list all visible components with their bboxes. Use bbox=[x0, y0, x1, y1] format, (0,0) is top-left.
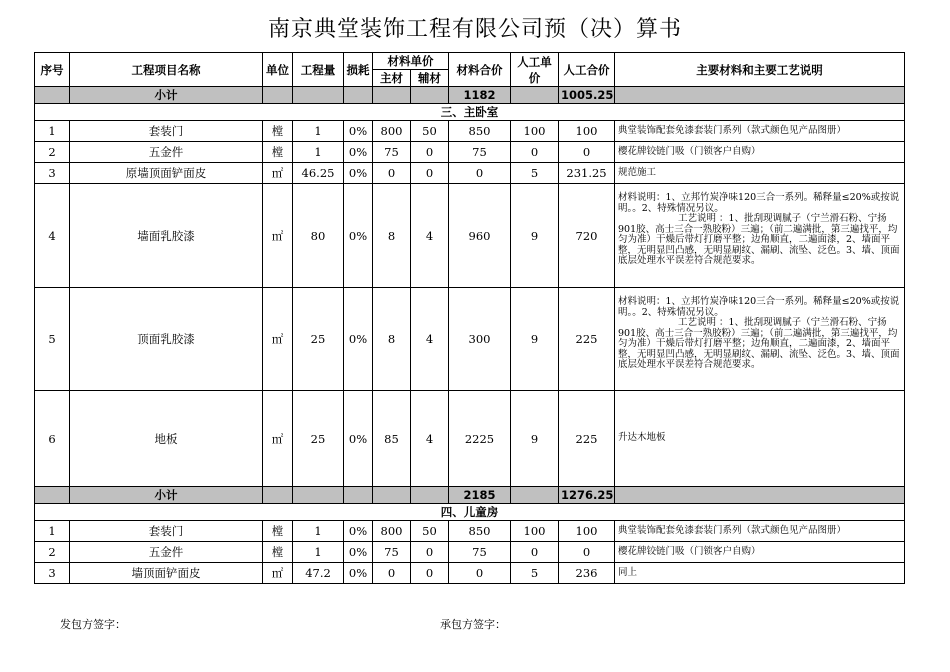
cell-qty: 1 bbox=[293, 142, 344, 163]
cell-desc: 典堂装饰配套免漆套装门系列（款式颜色见产品图册） bbox=[615, 521, 905, 542]
table-row bbox=[35, 163, 905, 184]
cell-desc: 樱花牌铰链门吸（门锁客户自购） bbox=[615, 542, 905, 563]
cell-main: 8 bbox=[373, 288, 411, 391]
cell-aux: 50 bbox=[411, 521, 449, 542]
budget-table bbox=[34, 52, 905, 584]
cell-aux: 4 bbox=[411, 184, 449, 288]
cell-aux: 0 bbox=[411, 163, 449, 184]
cell-name: 原墙顶面铲面皮 bbox=[70, 163, 263, 184]
header-main-mat: 主材 bbox=[373, 70, 411, 87]
cell-qty: 1 bbox=[293, 521, 344, 542]
table-row bbox=[35, 184, 905, 288]
cell-qty: 25 bbox=[293, 288, 344, 391]
cell-loss: 0% bbox=[344, 142, 373, 163]
cell-unit: ㎡ bbox=[263, 563, 293, 584]
subtotal-row bbox=[35, 87, 905, 104]
table-row bbox=[35, 563, 905, 584]
cell-name: 顶面乳胶漆 bbox=[70, 288, 263, 391]
cell-name: 墙顶面铲面皮 bbox=[70, 563, 263, 584]
cell-aux: 4 bbox=[411, 288, 449, 391]
subtotal-label: 小计 bbox=[70, 87, 263, 104]
cell-loss: 0% bbox=[344, 563, 373, 584]
cell-name: 五金件 bbox=[70, 142, 263, 163]
table-row bbox=[35, 391, 905, 487]
cell-aux: 4 bbox=[411, 391, 449, 487]
header-unit: 单位 bbox=[263, 53, 293, 87]
contractor-signature-label: 承包方签字： bbox=[440, 618, 506, 631]
subtotal-mat-total: 1182 bbox=[449, 87, 511, 104]
cell-mat-total: 960 bbox=[449, 184, 511, 288]
cell-labor-total: 100 bbox=[559, 521, 615, 542]
cell-loss: 0% bbox=[344, 163, 373, 184]
cell-unit: 樘 bbox=[263, 121, 293, 142]
cell-mat-total: 0 bbox=[449, 563, 511, 584]
cell-desc: 同上 bbox=[615, 563, 905, 584]
document-title: 南京典堂装饰工程有限公司预（决）算书 bbox=[267, 17, 682, 42]
table-row bbox=[35, 142, 905, 163]
cell-main: 800 bbox=[373, 121, 411, 142]
cell-unit: ㎡ bbox=[263, 288, 293, 391]
cell-desc: 升达木地板 bbox=[615, 391, 905, 487]
cell-desc bbox=[615, 288, 905, 391]
cell-labor-total: 0 bbox=[559, 142, 615, 163]
subtotal-labor-total: 1005.25 bbox=[559, 87, 615, 104]
cell-unit: 樘 bbox=[263, 142, 293, 163]
table-row bbox=[35, 288, 905, 391]
cell-seq: 1 bbox=[35, 521, 70, 542]
cell-main: 0 bbox=[373, 163, 411, 184]
cell-desc: 樱花牌铰链门吸（门锁客户自购） bbox=[615, 142, 905, 163]
header-labor-total: 人工合价 bbox=[559, 53, 615, 87]
cell-aux: 0 bbox=[411, 142, 449, 163]
table-row bbox=[35, 521, 905, 542]
cell-name: 地板 bbox=[70, 391, 263, 487]
cell-aux: 50 bbox=[411, 121, 449, 142]
cell-labor-price: 100 bbox=[511, 121, 559, 142]
cell-mat-total: 300 bbox=[449, 288, 511, 391]
cell-main: 0 bbox=[373, 563, 411, 584]
cell-labor-price: 5 bbox=[511, 563, 559, 584]
cell-labor-price: 100 bbox=[511, 521, 559, 542]
cell-aux: 0 bbox=[411, 563, 449, 584]
cell-seq: 3 bbox=[35, 563, 70, 584]
cell-qty: 1 bbox=[293, 542, 344, 563]
cell-labor-price: 0 bbox=[511, 542, 559, 563]
cell-loss: 0% bbox=[344, 542, 373, 563]
cell-seq: 3 bbox=[35, 163, 70, 184]
cell-labor-total: 231.25 bbox=[559, 163, 615, 184]
process-note: 工艺说明 ：1、批刮现调腻子（宁兰滑石粉、宁扬901胶、高士三合一熟胶粉）三遍；（前二遍满批，第三遍找平，均匀为准）干燥后带灯打磨平整；边角顺直，二遍面漆，2、墙面平整，无明显凹凸感，无明显刷纹、漏刷、流坠、泛色。3、墙、顶面底层处理水平误差符合规范要求。 bbox=[618, 317, 900, 370]
section-title: 四、儿童房 bbox=[35, 504, 905, 521]
cell-loss: 0% bbox=[344, 391, 373, 487]
cell-qty: 46.25 bbox=[293, 163, 344, 184]
cell-qty: 1 bbox=[293, 121, 344, 142]
cell-mat-total: 75 bbox=[449, 542, 511, 563]
header-seq: 序号 bbox=[35, 53, 70, 87]
subtotal-label: 小计 bbox=[70, 487, 263, 504]
section-row bbox=[35, 504, 905, 521]
cell-mat-total: 850 bbox=[449, 121, 511, 142]
cell-unit: ㎡ bbox=[263, 184, 293, 288]
material-note: 材料说明：1、立邦竹炭净味120三合一系列。稀释量≤20%或按说明。。2、特殊情况另议。 bbox=[618, 192, 900, 214]
cell-loss: 0% bbox=[344, 288, 373, 391]
header-mat-total: 材料合价 bbox=[449, 53, 511, 87]
header-aux-mat: 辅材 bbox=[411, 70, 449, 87]
cell-loss: 0% bbox=[344, 184, 373, 288]
header-row bbox=[35, 53, 905, 70]
cell-name: 套装门 bbox=[70, 121, 263, 142]
cell-main: 75 bbox=[373, 142, 411, 163]
cell-name: 五金件 bbox=[70, 542, 263, 563]
cell-unit: 樘 bbox=[263, 542, 293, 563]
cell-labor-price: 9 bbox=[511, 288, 559, 391]
cell-main: 8 bbox=[373, 184, 411, 288]
process-note: 工艺说明 ：1、批刮现调腻子（宁兰滑石粉、宁扬901胶、高士三合一熟胶粉）三遍；（前二遍满批，第三遍找平，均匀为准）干燥后带灯打磨平整；边角顺直，二遍面漆，2、墙面平整，无明显凹凸感，无明显刷纹、漏刷、流坠、泛色。3、墙、顶面底层处理水平误差符合规范要求。 bbox=[618, 213, 900, 266]
cell-seq: 2 bbox=[35, 542, 70, 563]
header-material-price: 材料单价 bbox=[373, 53, 449, 70]
table-row bbox=[35, 121, 905, 142]
cell-seq: 1 bbox=[35, 121, 70, 142]
cell-mat-total: 0 bbox=[449, 163, 511, 184]
header-name: 工程项目名称 bbox=[70, 53, 263, 87]
cell-qty: 80 bbox=[293, 184, 344, 288]
cell-loss: 0% bbox=[344, 121, 373, 142]
cell-labor-price: 9 bbox=[511, 184, 559, 288]
cell-desc: 典堂装饰配套免漆套装门系列（款式颜色见产品图册） bbox=[615, 121, 905, 142]
cell-seq: 4 bbox=[35, 184, 70, 288]
cell-unit: ㎡ bbox=[263, 391, 293, 487]
cell-labor-total: 225 bbox=[559, 288, 615, 391]
cell-seq: 5 bbox=[35, 288, 70, 391]
header-qty: 工程量 bbox=[293, 53, 344, 87]
cell-labor-total: 0 bbox=[559, 542, 615, 563]
cell-aux: 0 bbox=[411, 542, 449, 563]
cell-mat-total: 850 bbox=[449, 521, 511, 542]
cell-main: 85 bbox=[373, 391, 411, 487]
client-signature-label: 发包方签字： bbox=[60, 618, 126, 631]
cell-desc bbox=[615, 184, 905, 288]
header-desc: 主要材料和主要工艺说明 bbox=[615, 53, 905, 87]
section-row bbox=[35, 104, 905, 121]
cell-labor-total: 720 bbox=[559, 184, 615, 288]
cell-main: 800 bbox=[373, 521, 411, 542]
cell-labor-price: 9 bbox=[511, 391, 559, 487]
subtotal-labor-total: 1276.25 bbox=[559, 487, 615, 504]
header-labor-price: 人工单价 bbox=[511, 53, 559, 87]
cell-unit: 樘 bbox=[263, 521, 293, 542]
cell-qty: 25 bbox=[293, 391, 344, 487]
cell-main: 75 bbox=[373, 542, 411, 563]
cell-mat-total: 75 bbox=[449, 142, 511, 163]
header-loss: 损耗 bbox=[344, 53, 373, 87]
cell-labor-price: 5 bbox=[511, 163, 559, 184]
subtotal-row bbox=[35, 487, 905, 504]
cell-labor-total: 100 bbox=[559, 121, 615, 142]
material-note: 材料说明：1、立邦竹炭净味120三合一系列。稀释量≤20%或按说明。。2、特殊情况另议。 bbox=[618, 296, 900, 318]
section-title: 三、主卧室 bbox=[35, 104, 905, 121]
cell-loss: 0% bbox=[344, 521, 373, 542]
cell-mat-total: 2225 bbox=[449, 391, 511, 487]
cell-seq: 2 bbox=[35, 142, 70, 163]
cell-name: 墙面乳胶漆 bbox=[70, 184, 263, 288]
cell-unit: ㎡ bbox=[263, 163, 293, 184]
cell-name: 套装门 bbox=[70, 521, 263, 542]
cell-labor-total: 236 bbox=[559, 563, 615, 584]
table-row bbox=[35, 542, 905, 563]
cell-desc: 规范施工 bbox=[615, 163, 905, 184]
cell-qty: 47.2 bbox=[293, 563, 344, 584]
cell-seq: 6 bbox=[35, 391, 70, 487]
cell-labor-price: 0 bbox=[511, 142, 559, 163]
cell-labor-total: 225 bbox=[559, 391, 615, 487]
subtotal-mat-total: 2185 bbox=[449, 487, 511, 504]
